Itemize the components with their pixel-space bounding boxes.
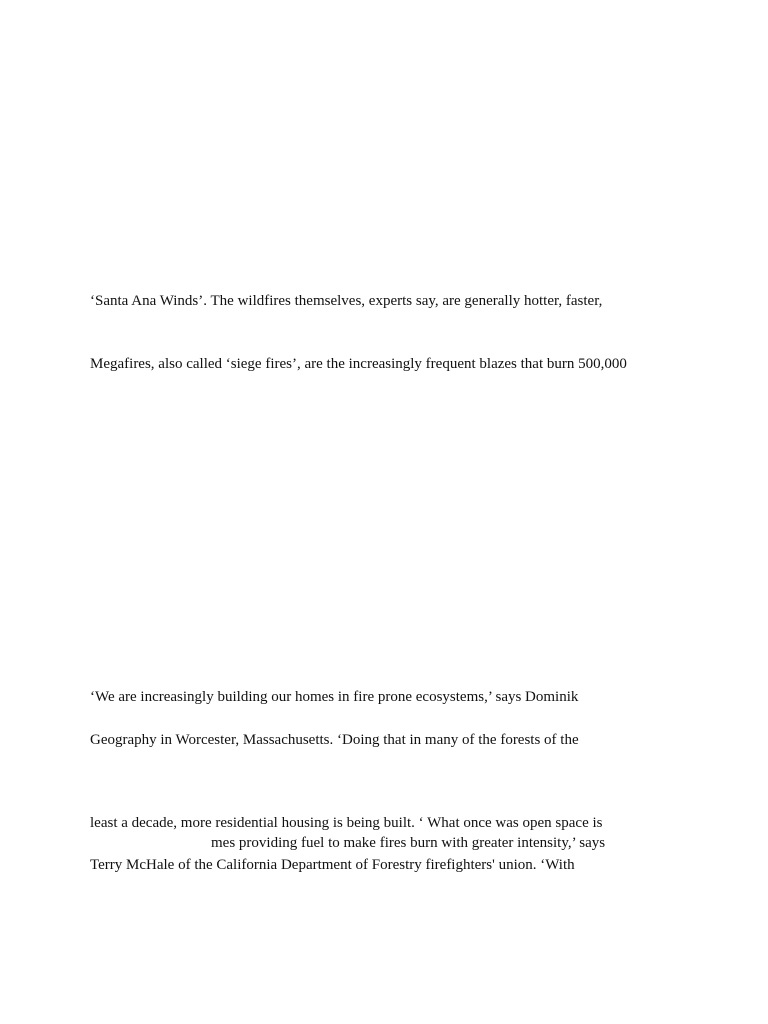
text-line: Megafires, also called ‘siege fires’, are the increasingly frequent blazes that burn 500,000 (90, 356, 627, 372)
text-line: ‘Santa Ana Winds’. The wildfires themselves, experts say, are generally hotter, faster, (90, 293, 603, 309)
text-line: least a decade, more residential housing is being built. ‘ What once was open space is (90, 815, 603, 831)
text-line: Geography in Worcester, Massachusetts. ‘Doing that in many of the forests of the (90, 732, 579, 748)
text-line: Terry McHale of the California Department of Forestry firefighters' union. ‘With (90, 857, 575, 873)
text-line: ‘We are increasingly building our homes in fire prone ecosystems,’ says Dominik (90, 689, 579, 705)
text-line: mes providing fuel to make fires burn with greater intensity,’ says (211, 835, 606, 851)
